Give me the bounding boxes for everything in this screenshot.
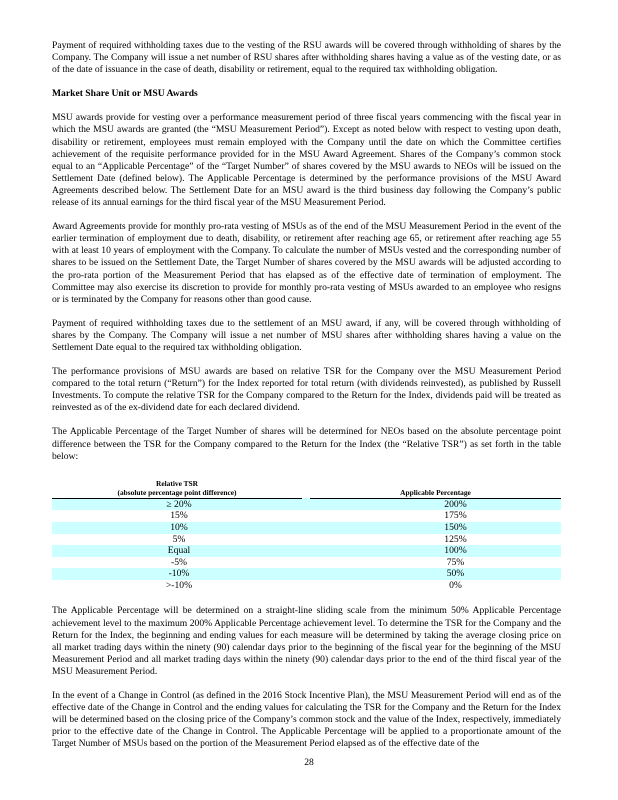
paragraph-rsu-withholding: Payment of required withholding taxes due to the vesting of the RSU awards will be covered through withholding of shares by the Company. The Company will issue a net number of RSU shares after withholding shares having a value as of the vesting date, or as of the date of issuance in the case of death, disability or retirement, equal to the required tax withholding obligation.	[52, 40, 561, 76]
header-applicable-percentage: Applicable Percentage	[310, 479, 561, 499]
cell-spacer	[302, 580, 310, 592]
header-relative-tsr-title: Relative TSR	[156, 478, 198, 488]
cell-applicable-percentage: 50%	[310, 568, 561, 580]
cell-spacer	[302, 545, 310, 557]
cell-applicable-percentage: 100%	[310, 545, 561, 557]
cell-applicable-percentage: 175%	[444, 510, 467, 522]
table-row	[52, 522, 561, 534]
cell-relative-tsr: >-10%	[165, 579, 193, 591]
header-spacer	[302, 479, 310, 499]
cell-spacer	[302, 510, 310, 522]
cell-relative-tsr: -5%	[171, 556, 187, 568]
cell-relative-tsr: Equal	[52, 545, 302, 557]
cell-spacer	[302, 534, 310, 546]
cell-spacer	[302, 568, 310, 580]
cell-relative-tsr: 10%	[52, 522, 302, 534]
table-row	[52, 545, 561, 557]
table-row	[52, 557, 561, 569]
cell-relative-tsr: -10%	[52, 568, 302, 580]
paragraph-msu-withholding: Payment of required withholding taxes due to the settlement of an MSU award, if any, will be covered through withholding of shares by the Company. The Company will issue a net number of MSU shares after withholding shares having a value on the Settlement Date equal to the required tax withholding obligation.	[52, 317, 561, 353]
header-relative-tsr-subtitle: (absolute percentage point difference)	[117, 487, 237, 497]
cell-applicable-percentage: 75%	[446, 556, 465, 568]
paragraph-applicable-percentage-intro: The Applicable Percentage of the Target Number of shares will be determined for NEOs based on the absolute percentage point difference between the TSR for the Company compared to the Return for the Index (the “Relative TSR”) as set forth in the table below:	[52, 426, 561, 462]
paragraph-msu-vesting: MSU awards provide for vesting over a performance measurement period of three fiscal years commencing with the fiscal year in which the MSU awards are granted (the “MSU Measurement Period”). Except as noted below with respect to vesting upon death, disability or retirement, employees must remain employed with the Company until the date on which the Committee certifies achievement of the requisite performance provided for in the MSU Award Agreement. Shares of the Company’s common stock equal to an “Applicable Percentage” of the “Target Number” of shares covered by the MSU awards to NEOs will be issued on the Settlement Date (defined below). The Applicable Percentage is determined by the performance provisions of the MSU Award Agreements described below. The Settlement Date for an MSU award is the third business day following the Company’s public release of its annual earnings for the third fiscal year of the MSU Measurement Period.	[52, 112, 561, 209]
cell-applicable-percentage: 150%	[310, 522, 561, 534]
table-row	[52, 580, 561, 592]
cell-relative-tsr: 15%	[170, 510, 188, 522]
cell-spacer	[302, 557, 310, 569]
cell-applicable-percentage: 0%	[449, 579, 462, 591]
paragraph-performance-provisions: The performance provisions of MSU awards are based on relative TSR for the Company over the MSU Measurement Period compared to the total return (“Return”) for the Index reported for total return (with dividends reinvested), as published by Russell Investments. To compute the relative TSR for the Company compared to the Return for the Index, dividends paid will be treated as reinvested as of the ex-dividend date for each declared dividend.	[52, 366, 561, 414]
document-page	[52, 40, 561, 751]
paragraph-sliding-scale: The Applicable Percentage will be determined on a straight-line sliding scale from the minimum 50% Applicable Percentage achievement level to the maximum 200% Applicable Percentage achievement level. To determine the TSR for the Company and the Return for the Index, the beginning and ending values for each measure will be determined by taking the average closing price on all market trading days within the ninety (90) calendar days prior to the beginning of the fiscal year for the beginning of the MSU Measurement Period and all market trading days within the ninety (90) calendar days prior to the end of the third fiscal year of the MSU Measurement Period.	[52, 605, 561, 677]
page-number: 28	[304, 757, 314, 768]
table-row	[52, 534, 561, 546]
paragraph-award-agreements: Award Agreements provide for monthly pro-rata vesting of MSUs as of the end of the MSU Measurement Period in the event of the earlier termination of employment due to death, disability, or retirement after reaching age 65, or retirement after reaching age 55 with at least 10 years of employment with the Company. To calculate the number of MSUs vested and the corresponding number of shares to be issued on the Settlement Date, the Target Number of shares covered by the MSU awards will be adjusted according to the pro-rata portion of the Measurement Period that has elapsed as of the effective date of termination of employment. The Committee may also exercise its discretion to provide for monthly pro-rata vesting of MSUs awarded to an employee who resigns or is terminated by the Company for reasons other than good cause.	[52, 221, 561, 305]
cell-applicable-percentage: 125%	[444, 533, 467, 545]
header-relative-tsr	[52, 479, 302, 499]
cell-relative-tsr: ≥ 20%	[52, 498, 302, 510]
relative-tsr-table	[52, 479, 561, 592]
table-row	[52, 498, 561, 510]
table-row	[52, 568, 561, 580]
paragraph-change-in-control: In the event of a Change in Control (as defined in the 2016 Stock Incentive Plan), the MSU Measurement Period will end as of the effective date of the Change in Control and the ending values for calculating the TSR for the Company and the Return for the Index will be determined based on the closing price of the Company’s common stock and the value of the Index, respectively, immediately prior to the effective date of the Change in Control. The Applicable Percentage will be applied to a proportionate amount of the Target Number of MSUs based on the portion of the Measurement Period elapsed as of the effective date of the	[52, 690, 561, 750]
cell-relative-tsr: 5%	[172, 533, 186, 545]
section-heading-msu-awards: Market Share Unit or MSU Awards	[52, 88, 198, 100]
cell-spacer	[302, 498, 310, 510]
table-row	[52, 510, 561, 522]
cell-applicable-percentage: 200%	[310, 498, 561, 510]
cell-spacer	[302, 522, 310, 534]
